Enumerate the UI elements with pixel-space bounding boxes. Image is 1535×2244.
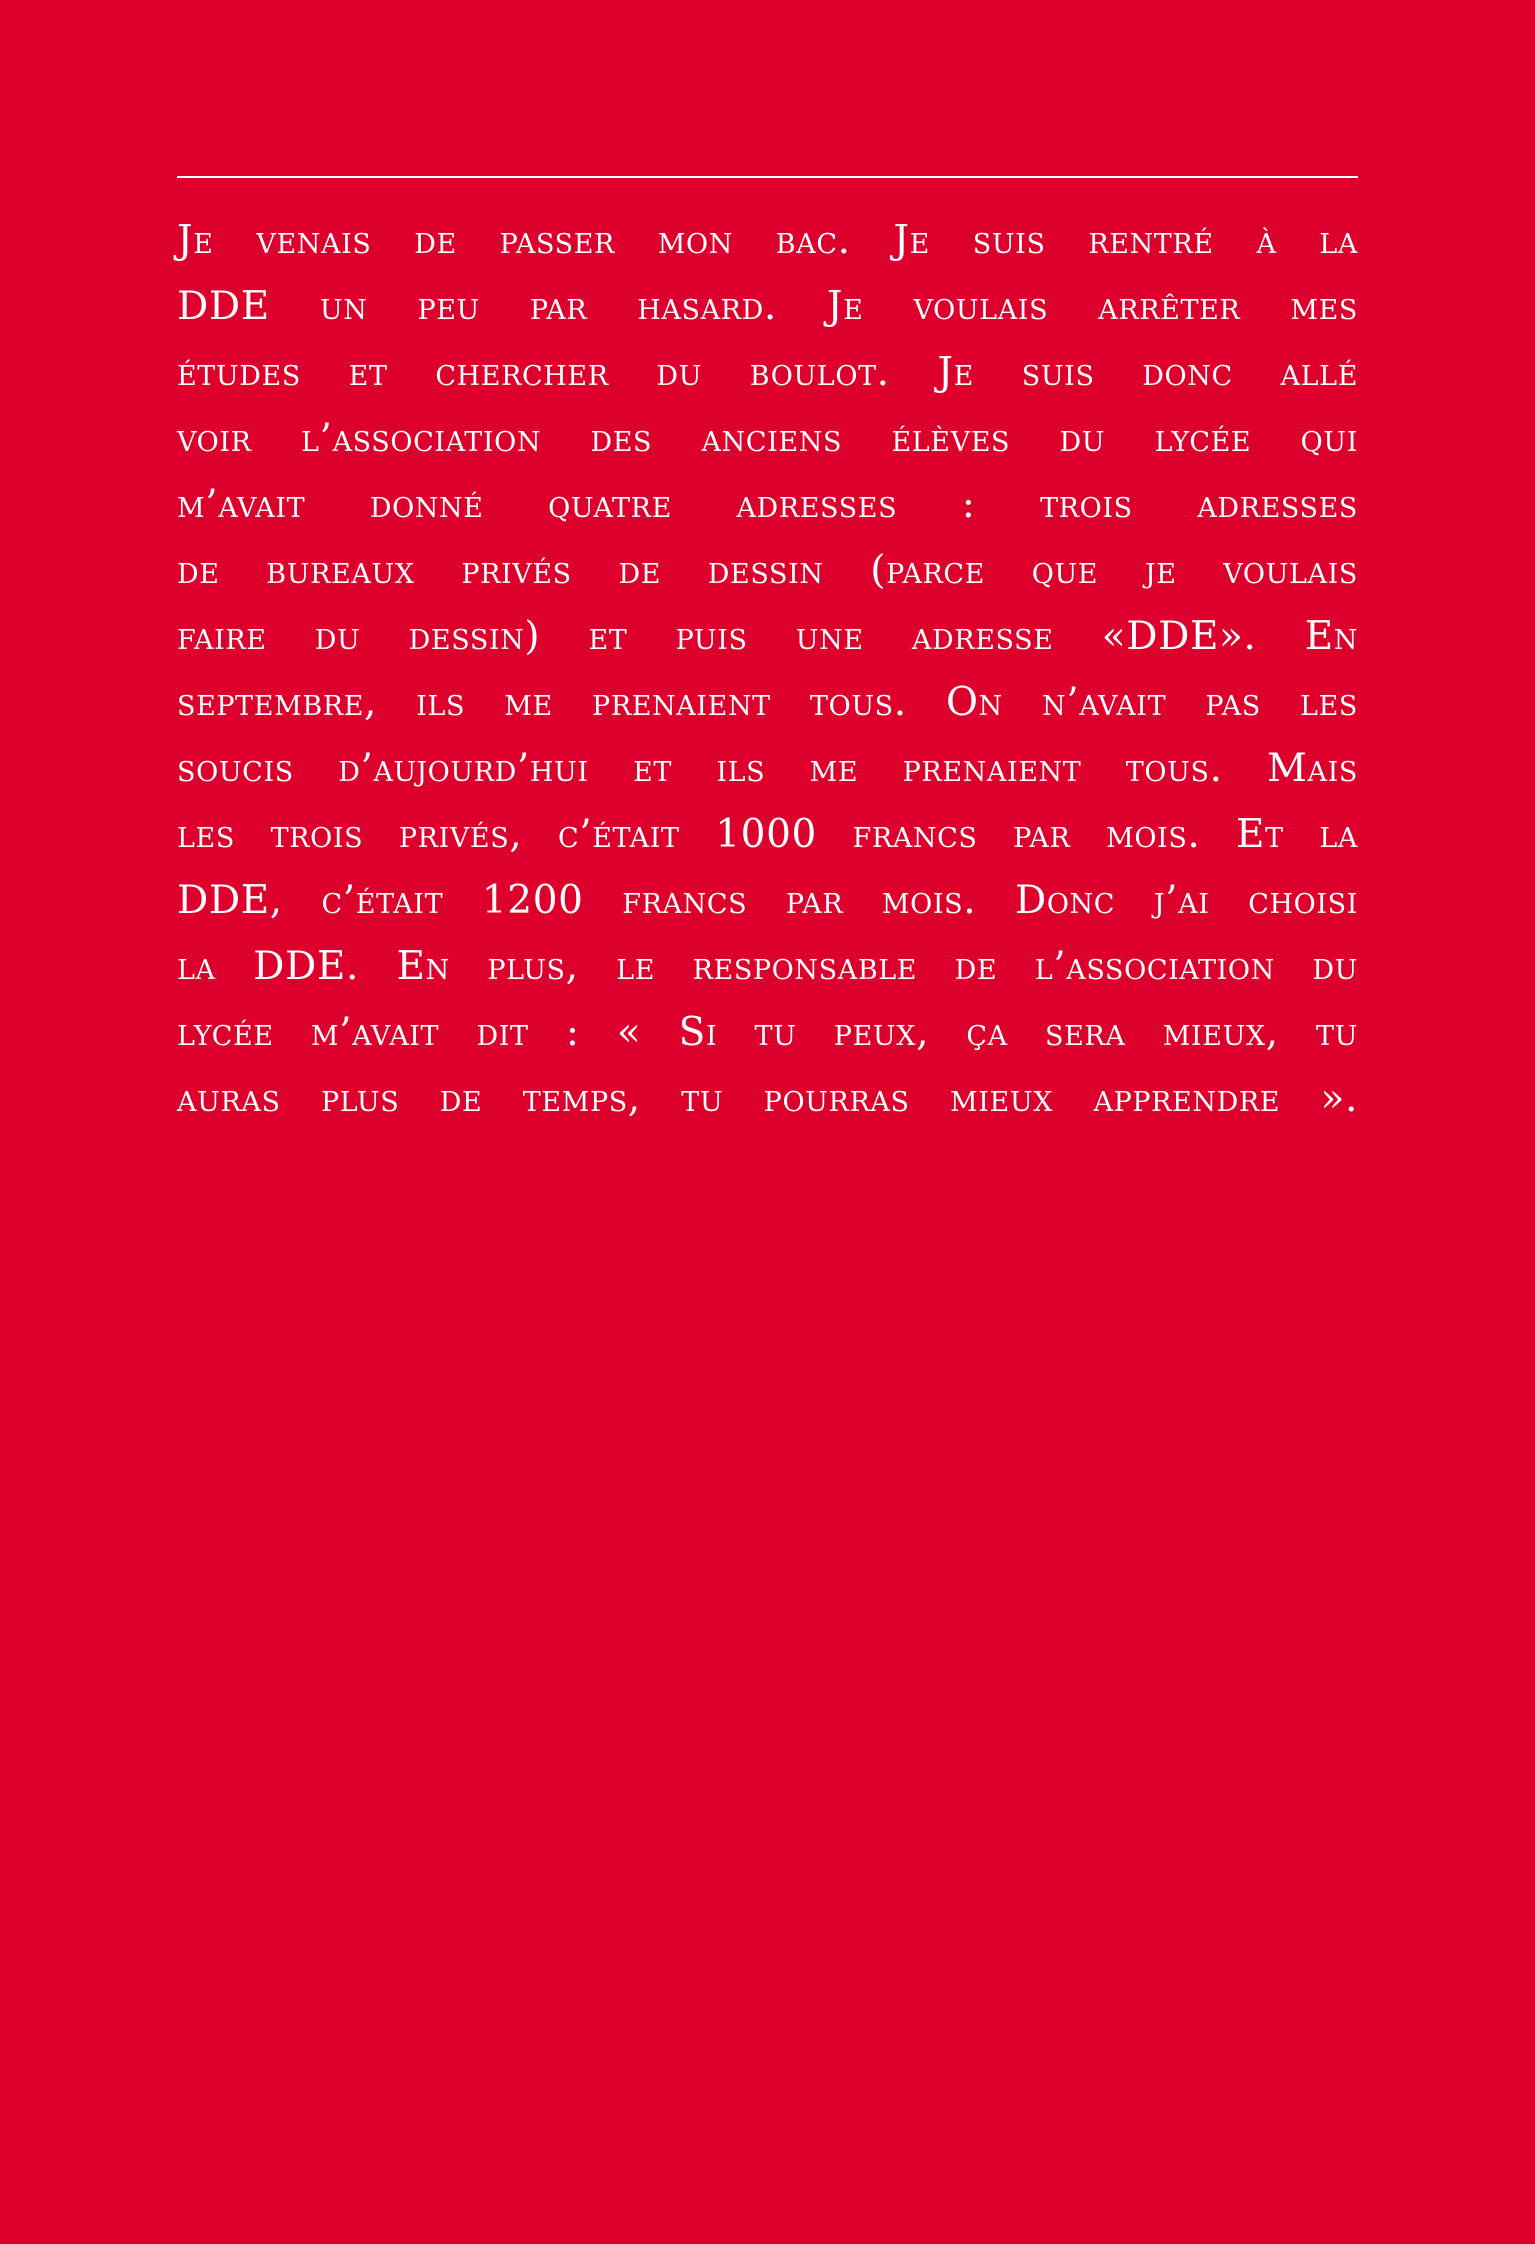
quote-line: faire du dessin) et puis une adresse «DDE». En: [177, 614, 1358, 659]
quote-line: DDE, c’était 1200 francs par mois. Donc j’ai choisi: [177, 878, 1358, 923]
quote-line: les trois privés, c’était 1000 francs par mois. Et la: [177, 812, 1358, 857]
quote-line: septembre, ils me prenaient tous. On n’avait pas les: [177, 680, 1358, 725]
quote-line: auras plus de temps, tu pourras mieux apprendre ».: [177, 1076, 1358, 1121]
quote-paragraph: [177, 208, 1358, 1132]
quote-line: de bureaux privés de dessin (parce que je voulais: [177, 548, 1358, 593]
quote-line: Je venais de passer mon bac. Je suis rentré à la: [177, 218, 1358, 263]
quote-line: voir l’association des anciens élèves du lycée qui: [177, 416, 1358, 461]
quote-line: soucis d’aujourd’hui et ils me prenaient tous. Mais: [177, 746, 1358, 791]
quote-line: DDE un peu par hasard. Je voulais arrêter mes: [177, 284, 1358, 329]
top-rule-divider: [177, 176, 1358, 178]
quote-line: études et chercher du boulot. Je suis donc allé: [177, 350, 1358, 395]
quote-line: m’avait donné quatre adresses : trois adresses: [177, 482, 1358, 527]
quote-line: la DDE. En plus, le responsable de l’association du: [177, 944, 1358, 989]
quote-line: lycée m’avait dit : « Si tu peux, ça sera mieux, tu: [177, 1010, 1358, 1055]
